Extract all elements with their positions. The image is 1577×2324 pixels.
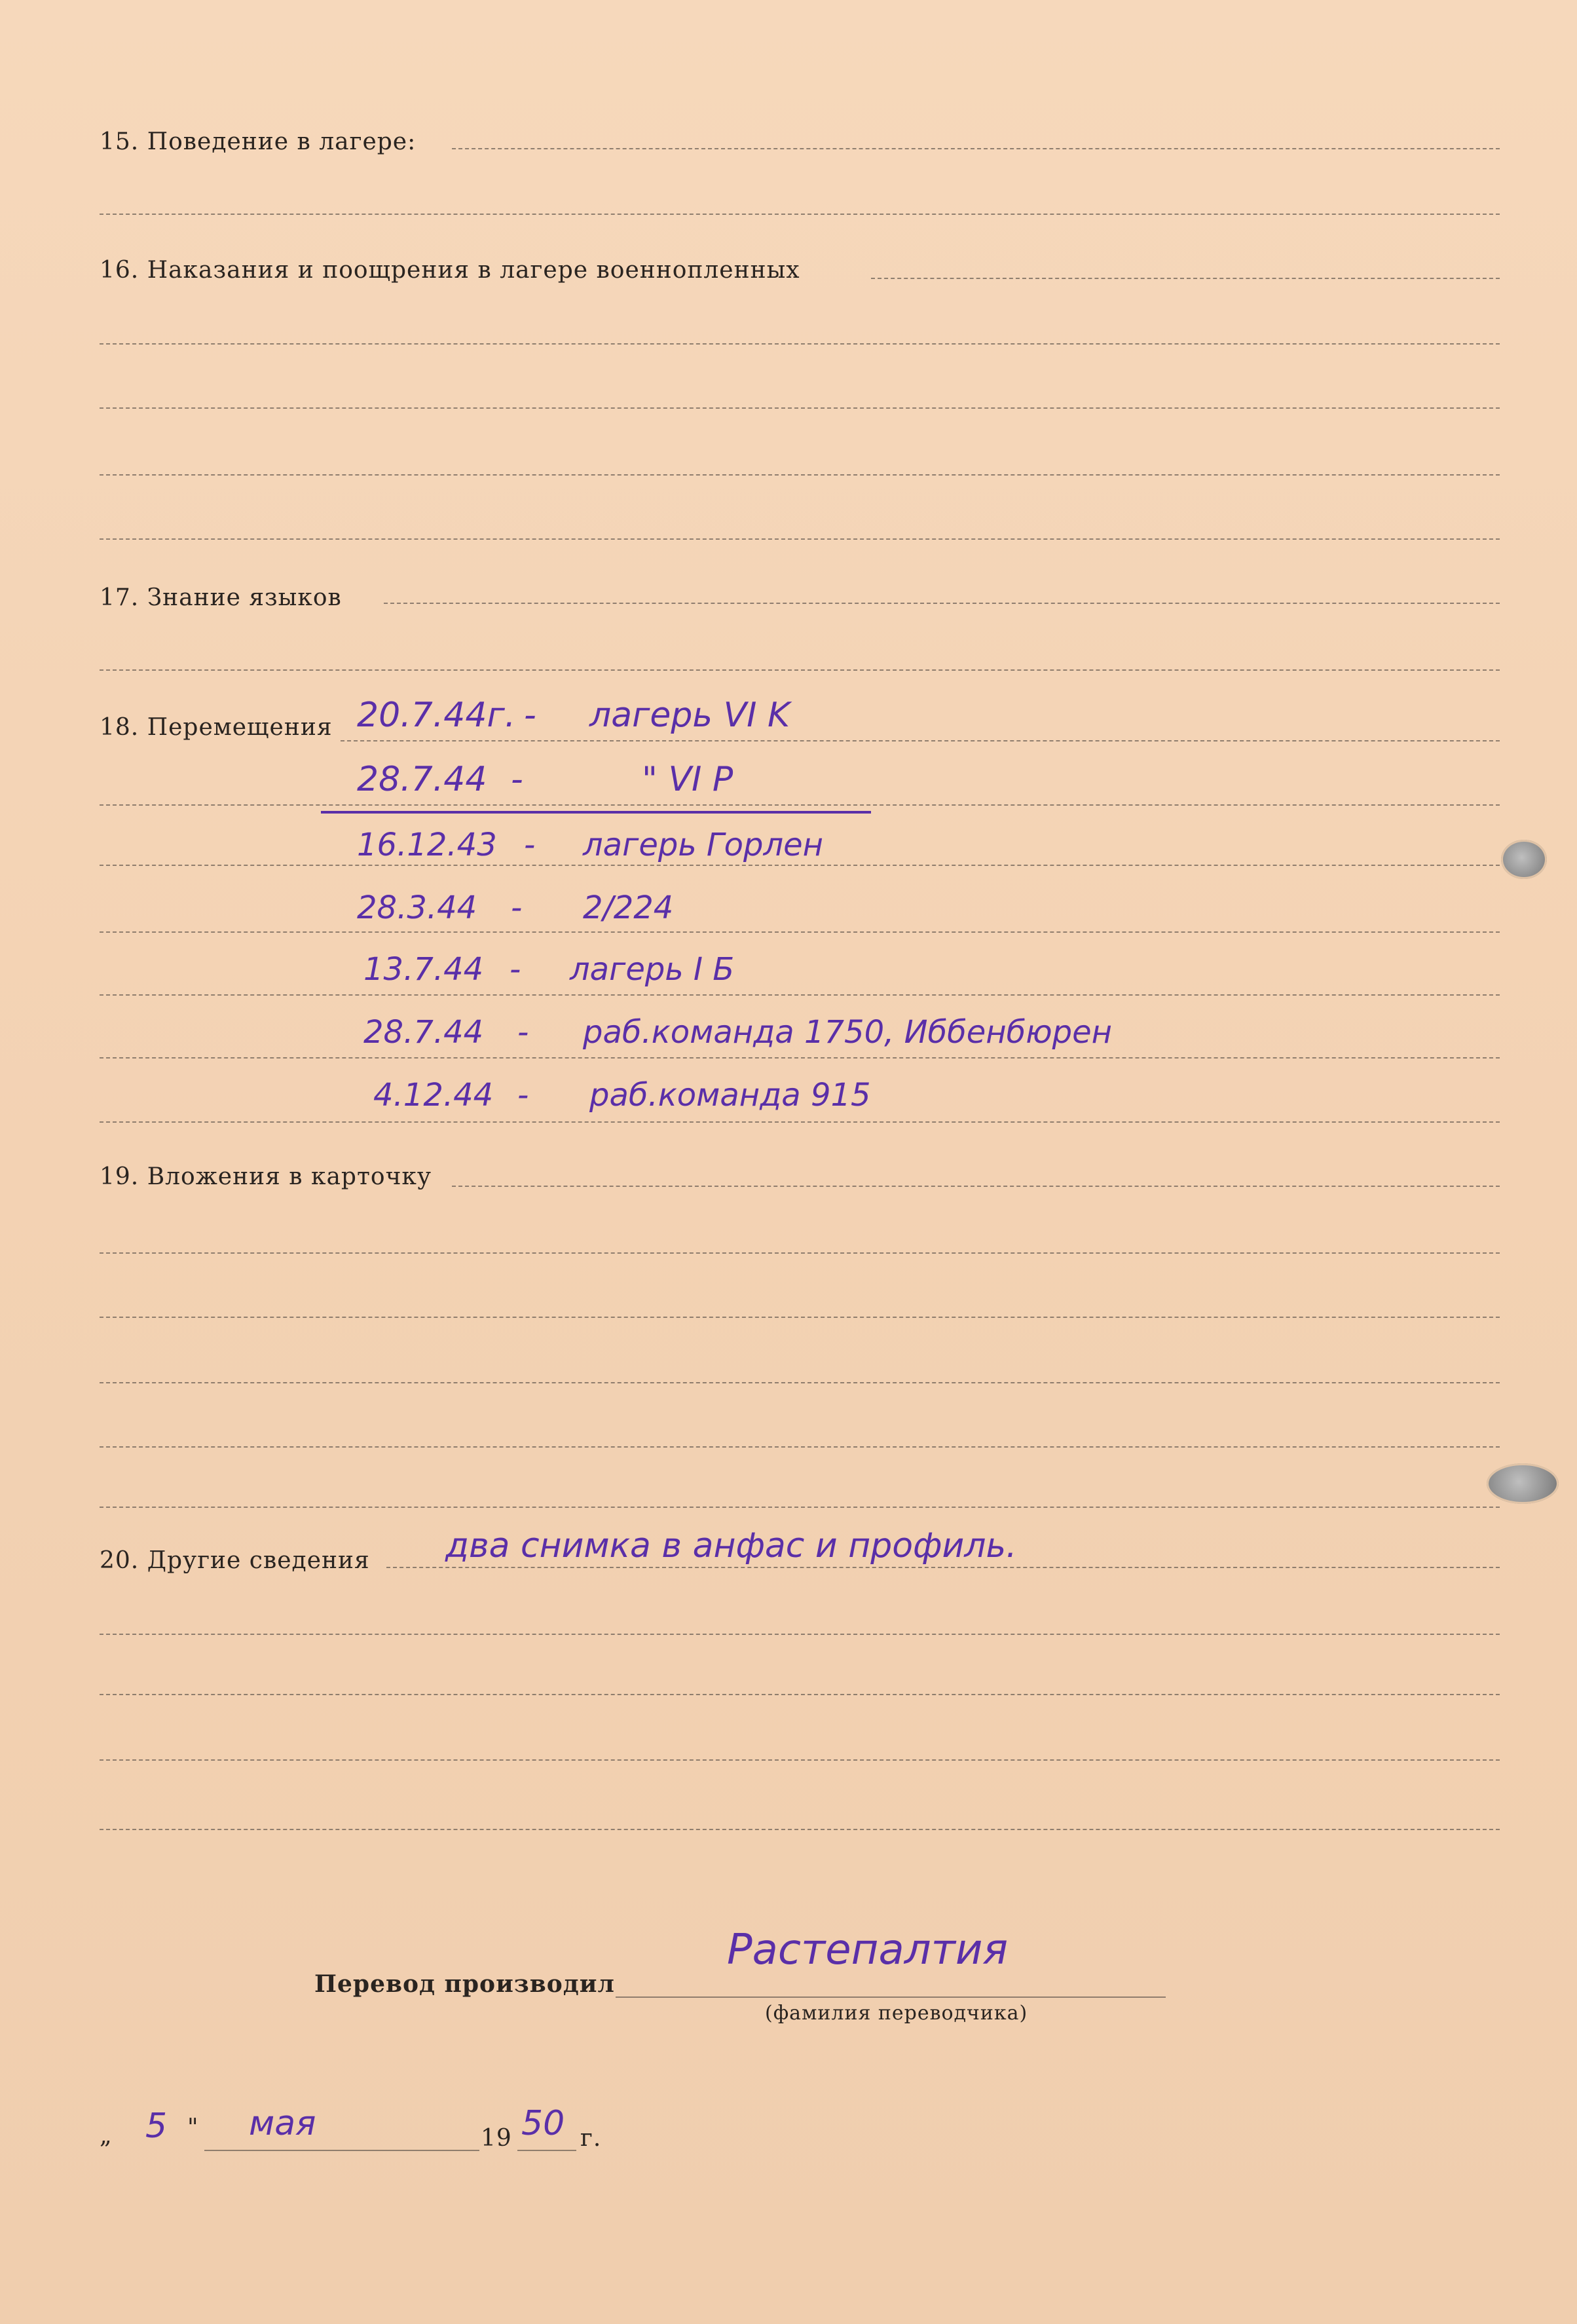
field-17-label: 17. Знание языков xyxy=(100,584,342,611)
move-entry-3-text: лагерь Горлен xyxy=(583,827,824,863)
date-year-prefix: 19 xyxy=(481,2125,512,2152)
field-15-line-2 xyxy=(100,214,1500,215)
field-20-line-3 xyxy=(100,1694,1500,1695)
field-18-line-1 xyxy=(341,740,1500,741)
field-19-line-6 xyxy=(100,1507,1500,1508)
field-16-line-4 xyxy=(100,474,1500,476)
field-19-label: 19. Вложения в карточку xyxy=(100,1163,432,1190)
move-entry-7-text: раб.команда 915 xyxy=(589,1077,871,1114)
field-18-label: 18. Перемещения xyxy=(100,714,333,741)
field-17-line-2 xyxy=(100,669,1500,671)
date-month: мая xyxy=(249,2104,316,2143)
translator-signature: Растепалтия xyxy=(727,1926,1008,1974)
field-19-line-3 xyxy=(100,1317,1500,1318)
move-entries-separator xyxy=(321,811,871,814)
date-open-quote: „ xyxy=(100,2122,113,2149)
date-year-unit: г. xyxy=(580,2125,602,2152)
date-year-line xyxy=(517,2150,576,2151)
move-entry-2-dash: - xyxy=(511,760,523,799)
date-year-suffix: 50 xyxy=(521,2104,565,2143)
date-month-line xyxy=(204,2150,479,2151)
translator-caption: (фамилия переводчика) xyxy=(765,2002,1028,2025)
field-19-line-1 xyxy=(452,1186,1500,1187)
field-18-line-4 xyxy=(100,931,1500,933)
field-15-label: 15. Поведение в лагере: xyxy=(100,128,417,155)
date-close-quote: " xyxy=(187,2114,199,2141)
punch-hole-bottom xyxy=(1487,1463,1559,1504)
move-entry-2-date: 28.7.44 xyxy=(357,760,487,799)
field-15-line-1 xyxy=(452,148,1500,149)
move-entry-5-date: 13.7.44 xyxy=(363,951,484,988)
field-18-line-7 xyxy=(100,1121,1500,1123)
field-18-line-5 xyxy=(100,994,1500,996)
move-entry-4-text: 2/224 xyxy=(583,890,674,926)
field-19-line-4 xyxy=(100,1382,1500,1383)
move-entry-7-date: 4.12.44 xyxy=(373,1077,494,1114)
field-16-line-2 xyxy=(100,343,1500,345)
field-20-label: 20. Другие сведения xyxy=(100,1547,370,1574)
punch-hole-top xyxy=(1501,840,1547,879)
move-entry-5-dash: - xyxy=(510,951,521,988)
move-entry-1-text: лагерь VI K xyxy=(589,696,790,735)
field-16-label: 16. Наказания и поощрения в лагере военнопленных xyxy=(100,257,800,284)
move-entry-3-date: 16.12.43 xyxy=(357,827,497,863)
field-20-line-2 xyxy=(100,1634,1500,1635)
field-19-line-2 xyxy=(100,1252,1500,1254)
date-day: 5 xyxy=(145,2107,168,2146)
move-entry-2-text: " VI Р xyxy=(642,760,733,799)
field-16-line-5 xyxy=(100,538,1500,540)
field-20-value: два снимка в анфас и профиль. xyxy=(445,1526,1017,1565)
move-entry-6-text: раб.команда 1750, Иббенбюрен xyxy=(583,1014,1113,1051)
field-16-line-1 xyxy=(871,278,1500,279)
move-entry-4-dash: - xyxy=(511,890,523,926)
field-20-line-4 xyxy=(100,1759,1500,1761)
move-entry-5-text: лагерь I Б xyxy=(570,951,735,988)
translator-line xyxy=(616,1996,1166,1998)
field-19-line-5 xyxy=(100,1446,1500,1448)
field-16-line-3 xyxy=(100,407,1500,409)
field-17-line-1 xyxy=(384,603,1500,604)
move-entry-4-date: 28.3.44 xyxy=(357,890,477,926)
field-18-line-3 xyxy=(100,865,1500,866)
move-entry-3-dash: - xyxy=(524,827,536,863)
move-entry-6-date: 28.7.44 xyxy=(363,1014,484,1051)
move-entry-1-date: 20.7.44г. xyxy=(357,696,516,735)
field-20-line-1 xyxy=(386,1567,1500,1568)
move-entry-7-dash: - xyxy=(517,1077,529,1114)
move-entry-1-dash: - xyxy=(524,696,536,735)
field-18-line-6 xyxy=(100,1057,1500,1059)
field-20-line-5 xyxy=(100,1829,1500,1830)
translator-label: Перевод производил xyxy=(314,1970,615,1998)
field-18-line-2 xyxy=(100,804,1500,806)
move-entry-6-dash: - xyxy=(517,1014,529,1051)
